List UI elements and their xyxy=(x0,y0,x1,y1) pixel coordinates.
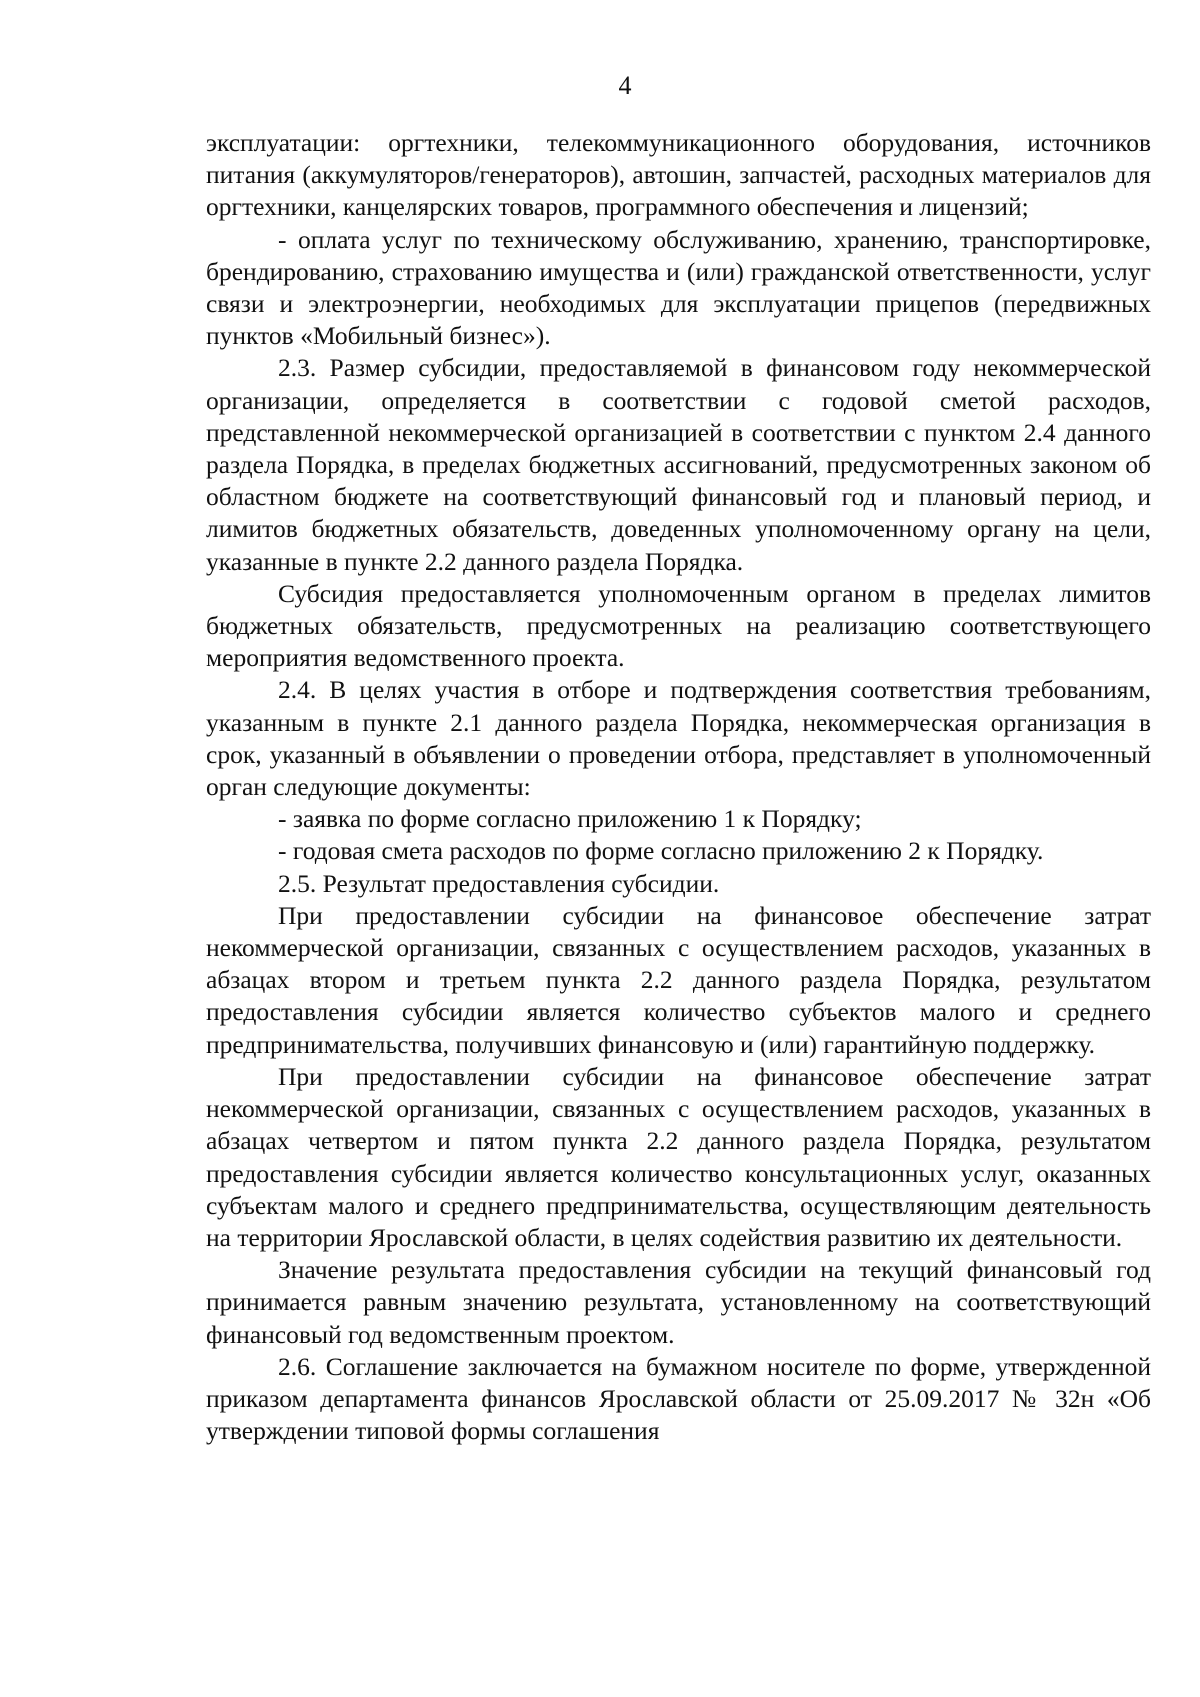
paragraph-clause-2-4: 2.4. В целях участия в отборе и подтверждения соответствия требованиям, указанным в пункте 2.1 данного раздела Порядка, некоммерческая организация в срок, указанный в объявлении о проведении отбора, представляет в уполномоченный орган следующие документы: xyxy=(206,675,1151,802)
paragraph: При предоставлении субсидии на финансовое обеспечение затрат некоммерческой организации, связанных с осуществлением расходов, указанных в абзацах втором и третьем пункта 2.2 данного раздела Порядка, результатом предоставления субсидии является количество субъектов малого и среднего предпринимательства, получивших финансовую и (или) гарантийную поддержку. xyxy=(206,900,1151,1059)
document-body xyxy=(206,127,1151,1447)
page-number: 4 xyxy=(618,71,632,100)
paragraph-clause-2-5: 2.5. Результат предоставления субсидии. xyxy=(278,868,720,898)
paragraph: Субсидия предоставляется уполномоченным органом в пределах лимитов бюджетных обязательств, предусмотренных на реализацию соответствующего мероприятия ведомственного проекта. xyxy=(206,578,1151,673)
paragraph-clause-2-6: 2.6. Соглашение заключается на бумажном носителе по форме, утвержденной приказом департамента финансов Ярославской области от 25.09.2017 № 32н «Об утверждении типовой формы соглашения xyxy=(206,1351,1151,1446)
paragraph-list-item: - годовая смета расходов по форме согласно приложению 2 к Порядку. xyxy=(278,836,1044,866)
paragraph: Значение результата предоставления субсидии на текущий финансовый год принимается равным значению результата, установленному на соответствующий финансовый год ведомственным проектом. xyxy=(206,1255,1151,1349)
paragraph-list-item: - оплата услуг по техническому обслуживанию, хранению, транспортировке, брендированию, страхованию имущества и (или) гражданской ответственности, услуг связи и электроэнергии, необходимых для эксплуатации прицепов (передвижных пунктов «Мобильный бизнес»). xyxy=(206,224,1151,351)
paragraph: При предоставлении субсидии на финансовое обеспечение затрат некоммерческой организации, связанных с осуществлением расходов, указанных в абзацах четвертом и пятом пункта 2.2 данного раздела Порядка, результатом предоставления субсидии является количество консультационных услуг, оказанных субъектам малого и среднего предпринимательства, осуществляющим деятельность на территории Ярославской области, в целях содействия развитию их деятельности. xyxy=(206,1061,1151,1252)
paragraph-continuation: эксплуатации: оргтехники, телекоммуникационного оборудования, источников питания (аккумуляторов/генераторов), автошин, запчастей, расходных материалов для оргтехники, канцелярских товаров, программного обеспечения и лицензий; xyxy=(206,128,1151,222)
paragraph-list-item: - заявка по форме согласно приложению 1 к Порядку; xyxy=(278,804,862,834)
paragraph-clause-2-3: 2.3. Размер субсидии, предоставляемой в финансовом году некоммерческой организации, определяется в соответствии с годовой сметой расходов, представленной некоммерческой организацией в соответствии с пунктом 2.4 данного раздела Порядка, в пределах бюджетных ассигнований, предусмотренных законом об областном бюджете на соответствующий финансовый год и плановый период, и лимитов бюджетных обязательств, доведенных уполномоченному органу на цели, указанные в пункте 2.2 данного раздела Порядка. xyxy=(206,353,1151,576)
